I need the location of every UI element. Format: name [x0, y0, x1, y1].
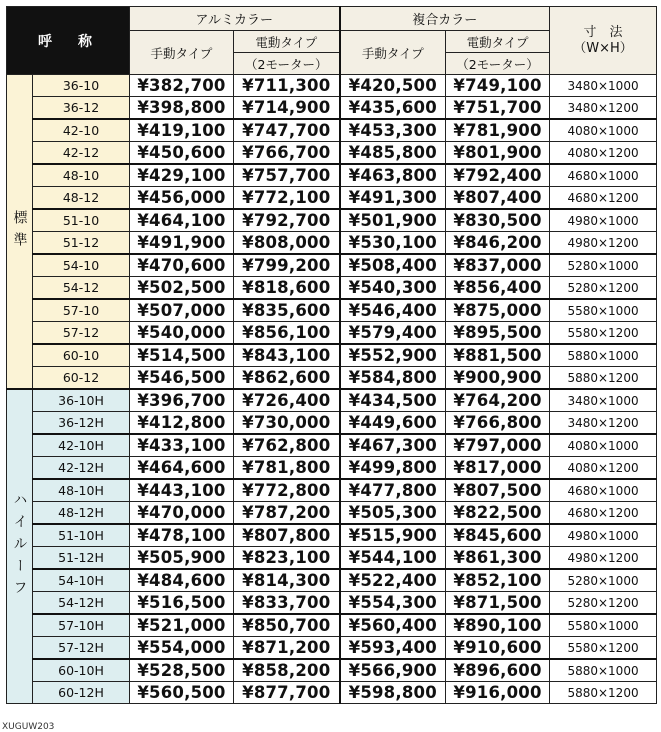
- alumi-manual-price: ¥450,600: [130, 142, 234, 165]
- fukugo-manual-price: ¥560,400: [340, 614, 446, 637]
- alumi-manual-price: ¥516,500: [130, 592, 234, 615]
- size-cell: 5580×1200: [550, 322, 657, 345]
- fukugo-electric-price: ¥817,000: [446, 457, 550, 480]
- fukugo-manual-price: ¥544,100: [340, 547, 446, 570]
- alumi-manual-price: ¥398,800: [130, 97, 234, 120]
- fukugo-electric-price: ¥916,000: [446, 682, 550, 704]
- alumi-electric-price: ¥862,600: [234, 367, 340, 390]
- table-row: [7, 344, 657, 367]
- size-cell: 4080×1200: [550, 457, 657, 480]
- alumi-electric-price: ¥877,700: [234, 682, 340, 704]
- table-row: [7, 75, 657, 97]
- fukugo-manual-price: ¥515,900: [340, 524, 446, 547]
- alumi-electric-price: ¥730,000: [234, 412, 340, 435]
- table-row: [7, 457, 657, 480]
- fukugo-electric-price: ¥881,500: [446, 344, 550, 367]
- table-row: [7, 367, 657, 390]
- fukugo-manual-price: ¥540,300: [340, 277, 446, 300]
- fukugo-manual-price: ¥467,300: [340, 434, 446, 457]
- alumi-manual-price: ¥514,500: [130, 344, 234, 367]
- model-name-cell: 36-12: [33, 97, 130, 120]
- model-name-cell: 60-10: [33, 344, 130, 367]
- fukugo-electric-price: ¥801,900: [446, 142, 550, 165]
- table-body: [7, 75, 657, 704]
- header-size: [550, 7, 657, 75]
- header-alumi-electric: 電動タイプ: [234, 31, 340, 53]
- alumi-manual-price: ¥429,100: [130, 164, 234, 187]
- alumi-manual-price: ¥502,500: [130, 277, 234, 300]
- table-row: [7, 659, 657, 682]
- alumi-manual-price: ¥464,100: [130, 209, 234, 232]
- model-name-cell: 57-12: [33, 322, 130, 345]
- alumi-manual-price: ¥419,100: [130, 119, 234, 142]
- model-name-cell: 51-12: [33, 232, 130, 255]
- table-row: [7, 299, 657, 322]
- alumi-manual-price: ¥443,100: [130, 479, 234, 502]
- alumi-electric-price: ¥757,700: [234, 164, 340, 187]
- fukugo-electric-price: ¥807,500: [446, 479, 550, 502]
- fukugo-manual-price: ¥491,300: [340, 187, 446, 210]
- fukugo-manual-price: ¥477,800: [340, 479, 446, 502]
- model-name-cell: 48-12: [33, 187, 130, 210]
- model-name-cell: 42-10H: [33, 434, 130, 457]
- alumi-electric-price: ¥711,300: [234, 75, 340, 97]
- group-label: ハイルーフ: [7, 389, 33, 704]
- size-cell: 5580×1000: [550, 299, 657, 322]
- fukugo-manual-price: ¥552,900: [340, 344, 446, 367]
- table-row: [7, 592, 657, 615]
- alumi-electric-price: ¥799,200: [234, 254, 340, 277]
- fukugo-electric-price: ¥749,100: [446, 75, 550, 97]
- model-name-cell: 42-12: [33, 142, 130, 165]
- fukugo-electric-price: ¥895,500: [446, 322, 550, 345]
- header-fukugo-manual: 手動タイプ: [340, 31, 446, 75]
- model-name-cell: 60-12H: [33, 682, 130, 704]
- alumi-electric-price: ¥807,800: [234, 524, 340, 547]
- model-name-cell: 42-10: [33, 119, 130, 142]
- fukugo-manual-price: ¥420,500: [340, 75, 446, 97]
- header-fukugo-color: 複合カラー: [340, 7, 550, 31]
- header-alumi-electric-note: （2モーター）: [234, 53, 340, 75]
- alumi-electric-price: ¥835,600: [234, 299, 340, 322]
- model-name-cell: 57-12H: [33, 637, 130, 660]
- fukugo-manual-price: ¥449,600: [340, 412, 446, 435]
- footer-code: XUGUW203: [2, 722, 55, 732]
- model-name-cell: 51-10: [33, 209, 130, 232]
- alumi-electric-price: ¥766,700: [234, 142, 340, 165]
- fukugo-manual-price: ¥566,900: [340, 659, 446, 682]
- table-row: [7, 569, 657, 592]
- fukugo-manual-price: ¥584,800: [340, 367, 446, 390]
- fukugo-electric-price: ¥852,100: [446, 569, 550, 592]
- alumi-electric-price: ¥781,800: [234, 457, 340, 480]
- model-name-cell: 54-12H: [33, 592, 130, 615]
- size-cell: 5880×1200: [550, 682, 657, 704]
- price-table: [6, 6, 657, 704]
- size-cell: 4980×1200: [550, 547, 657, 570]
- size-cell: 3480×1000: [550, 389, 657, 412]
- size-cell: 5880×1200: [550, 367, 657, 390]
- fukugo-manual-price: ¥546,400: [340, 299, 446, 322]
- fukugo-manual-price: ¥554,300: [340, 592, 446, 615]
- alumi-manual-price: ¥507,000: [130, 299, 234, 322]
- alumi-manual-price: ¥396,700: [130, 389, 234, 412]
- model-name-cell: 48-10H: [33, 479, 130, 502]
- fukugo-electric-price: ¥792,400: [446, 164, 550, 187]
- size-cell: 4980×1000: [550, 209, 657, 232]
- model-name-cell: 48-10: [33, 164, 130, 187]
- fukugo-manual-price: ¥435,600: [340, 97, 446, 120]
- size-cell: 4680×1200: [550, 502, 657, 525]
- size-cell: 5280×1200: [550, 277, 657, 300]
- fukugo-electric-price: ¥830,500: [446, 209, 550, 232]
- alumi-electric-price: ¥833,700: [234, 592, 340, 615]
- header-name-col: 呼 称: [7, 7, 130, 75]
- fukugo-manual-price: ¥579,400: [340, 322, 446, 345]
- fukugo-manual-price: ¥505,300: [340, 502, 446, 525]
- fukugo-electric-price: ¥845,600: [446, 524, 550, 547]
- model-name-cell: 36-12H: [33, 412, 130, 435]
- model-name-cell: 54-10H: [33, 569, 130, 592]
- fukugo-manual-price: ¥593,400: [340, 637, 446, 660]
- alumi-manual-price: ¥412,800: [130, 412, 234, 435]
- size-cell: 5280×1200: [550, 592, 657, 615]
- alumi-manual-price: ¥540,000: [130, 322, 234, 345]
- fukugo-manual-price: ¥522,400: [340, 569, 446, 592]
- size-cell: 5580×1200: [550, 637, 657, 660]
- fukugo-electric-price: ¥896,600: [446, 659, 550, 682]
- size-cell: 5280×1000: [550, 254, 657, 277]
- table-row: [7, 412, 657, 435]
- fukugo-manual-price: ¥501,900: [340, 209, 446, 232]
- model-name-cell: 60-10H: [33, 659, 130, 682]
- model-name-cell: 54-12: [33, 277, 130, 300]
- size-cell: 4080×1200: [550, 142, 657, 165]
- size-cell: 3480×1200: [550, 97, 657, 120]
- table-row: [7, 164, 657, 187]
- fukugo-manual-price: ¥530,100: [340, 232, 446, 255]
- fukugo-electric-price: ¥766,800: [446, 412, 550, 435]
- fukugo-electric-price: ¥822,500: [446, 502, 550, 525]
- alumi-manual-price: ¥470,000: [130, 502, 234, 525]
- alumi-electric-price: ¥772,100: [234, 187, 340, 210]
- size-cell: 5580×1000: [550, 614, 657, 637]
- fukugo-electric-price: ¥837,000: [446, 254, 550, 277]
- model-name-cell: 42-12H: [33, 457, 130, 480]
- alumi-manual-price: ¥382,700: [130, 75, 234, 97]
- table-row: [7, 232, 657, 255]
- alumi-manual-price: ¥470,600: [130, 254, 234, 277]
- alumi-manual-price: ¥433,100: [130, 434, 234, 457]
- size-cell: 4680×1200: [550, 187, 657, 210]
- table-row: [7, 322, 657, 345]
- header-size-unit: （W×H）: [573, 40, 633, 56]
- fukugo-electric-price: ¥856,400: [446, 277, 550, 300]
- fukugo-electric-price: ¥751,700: [446, 97, 550, 120]
- size-cell: 4980×1200: [550, 232, 657, 255]
- size-cell: 5880×1000: [550, 659, 657, 682]
- table-row: [7, 277, 657, 300]
- model-name-cell: 48-12H: [33, 502, 130, 525]
- table-row: [7, 434, 657, 457]
- table-row: [7, 97, 657, 120]
- alumi-electric-price: ¥871,200: [234, 637, 340, 660]
- alumi-electric-price: ¥714,900: [234, 97, 340, 120]
- size-cell: 4680×1000: [550, 479, 657, 502]
- table-row: [7, 142, 657, 165]
- alumi-electric-price: ¥856,100: [234, 322, 340, 345]
- fukugo-electric-price: ¥797,000: [446, 434, 550, 457]
- fukugo-manual-price: ¥508,400: [340, 254, 446, 277]
- header-alumi-manual: 手動タイプ: [130, 31, 234, 75]
- size-cell: 4680×1000: [550, 164, 657, 187]
- fukugo-electric-price: ¥875,000: [446, 299, 550, 322]
- size-cell: 4980×1000: [550, 524, 657, 547]
- table-header: [7, 7, 657, 75]
- alumi-electric-price: ¥818,600: [234, 277, 340, 300]
- alumi-manual-price: ¥464,600: [130, 457, 234, 480]
- table-row: [7, 524, 657, 547]
- size-cell: 3480×1200: [550, 412, 657, 435]
- fukugo-electric-price: ¥910,600: [446, 637, 550, 660]
- size-cell: 5880×1000: [550, 344, 657, 367]
- fukugo-electric-price: ¥846,200: [446, 232, 550, 255]
- alumi-manual-price: ¥546,500: [130, 367, 234, 390]
- header-fukugo-electric: 電動タイプ: [446, 31, 550, 53]
- table-row: [7, 209, 657, 232]
- fukugo-electric-price: ¥781,900: [446, 119, 550, 142]
- size-cell: 3480×1000: [550, 75, 657, 97]
- fukugo-electric-price: ¥890,100: [446, 614, 550, 637]
- model-name-cell: 36-10: [33, 75, 130, 97]
- fukugo-electric-price: ¥764,200: [446, 389, 550, 412]
- table-row: [7, 637, 657, 660]
- alumi-manual-price: ¥484,600: [130, 569, 234, 592]
- alumi-electric-price: ¥772,800: [234, 479, 340, 502]
- table-row: [7, 187, 657, 210]
- alumi-electric-price: ¥747,700: [234, 119, 340, 142]
- model-name-cell: 51-10H: [33, 524, 130, 547]
- alumi-manual-price: ¥521,000: [130, 614, 234, 637]
- fukugo-manual-price: ¥485,800: [340, 142, 446, 165]
- fukugo-electric-price: ¥861,300: [446, 547, 550, 570]
- header-alumi-color: アルミカラー: [130, 7, 340, 31]
- fukugo-manual-price: ¥598,800: [340, 682, 446, 704]
- model-name-cell: 54-10: [33, 254, 130, 277]
- alumi-electric-price: ¥843,100: [234, 344, 340, 367]
- model-name-cell: 60-12: [33, 367, 130, 390]
- alumi-electric-price: ¥787,200: [234, 502, 340, 525]
- fukugo-manual-price: ¥463,800: [340, 164, 446, 187]
- alumi-manual-price: ¥478,100: [130, 524, 234, 547]
- price-table-wrapper: [6, 6, 656, 704]
- table-row: [7, 479, 657, 502]
- alumi-electric-price: ¥823,100: [234, 547, 340, 570]
- fukugo-manual-price: ¥453,300: [340, 119, 446, 142]
- fukugo-electric-price: ¥871,500: [446, 592, 550, 615]
- fukugo-electric-price: ¥900,900: [446, 367, 550, 390]
- fukugo-manual-price: ¥434,500: [340, 389, 446, 412]
- alumi-manual-price: ¥554,000: [130, 637, 234, 660]
- alumi-electric-price: ¥762,800: [234, 434, 340, 457]
- alumi-electric-price: ¥808,000: [234, 232, 340, 255]
- header-fukugo-electric-note: （2モーター）: [446, 53, 550, 75]
- table-row: [7, 389, 657, 412]
- table-row: [7, 502, 657, 525]
- header-size-label: 寸 法: [583, 24, 623, 40]
- alumi-manual-price: ¥560,500: [130, 682, 234, 704]
- fukugo-electric-price: ¥807,400: [446, 187, 550, 210]
- alumi-electric-price: ¥814,300: [234, 569, 340, 592]
- size-cell: 5280×1000: [550, 569, 657, 592]
- alumi-electric-price: ¥792,700: [234, 209, 340, 232]
- model-name-cell: 51-12H: [33, 547, 130, 570]
- table-row: [7, 614, 657, 637]
- alumi-electric-price: ¥726,400: [234, 389, 340, 412]
- alumi-electric-price: ¥850,700: [234, 614, 340, 637]
- alumi-manual-price: ¥505,900: [130, 547, 234, 570]
- model-name-cell: 57-10: [33, 299, 130, 322]
- alumi-electric-price: ¥858,200: [234, 659, 340, 682]
- fukugo-manual-price: ¥499,800: [340, 457, 446, 480]
- size-cell: 4080×1000: [550, 119, 657, 142]
- model-name-cell: 36-10H: [33, 389, 130, 412]
- size-cell: 4080×1000: [550, 434, 657, 457]
- model-name-cell: 57-10H: [33, 614, 130, 637]
- table-row: [7, 254, 657, 277]
- alumi-manual-price: ¥456,000: [130, 187, 234, 210]
- alumi-manual-price: ¥528,500: [130, 659, 234, 682]
- table-row: [7, 119, 657, 142]
- alumi-manual-price: ¥491,900: [130, 232, 234, 255]
- group-label: 標準: [7, 75, 33, 390]
- table-row: [7, 682, 657, 704]
- table-row: [7, 547, 657, 570]
